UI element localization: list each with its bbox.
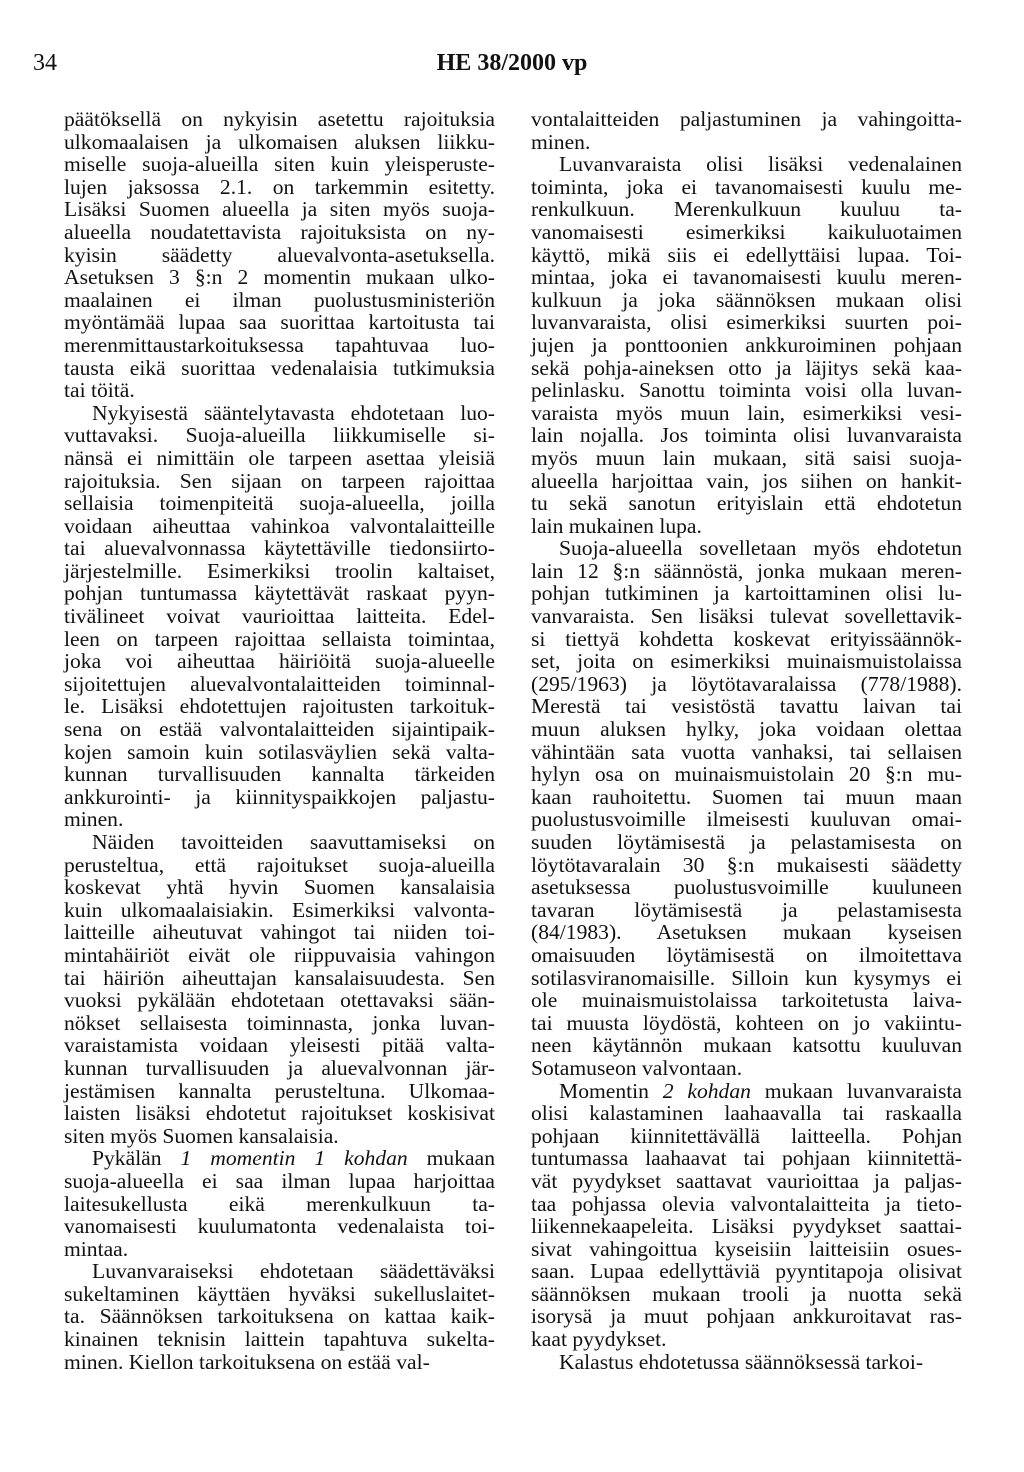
text-line: ankkurointi- ja kiinnityspaikkojen paljastu- [64,784,495,809]
text-line: Lisäksi Suomen alueella ja siten myös suoja- [64,197,495,222]
text-line: Asetuksen 3 §:n 2 momentin mukaan ulko- [64,265,495,290]
text-line: puolustusvoimille ilmeisesti kuuluvan omai- [531,807,962,832]
text-line: (295/1963) ja löytötavaralaissa (778/1988). [531,671,962,696]
text-line: kuin ulkomaalaisiakin. Esimerkiksi valvonta- [64,897,495,922]
text-line: pohjan tutkiminen ja kartoittaminen olisi lu- [531,581,962,606]
text-line: rajoituksia. Sen sijaan on tarpeen rajoittaa [64,468,495,493]
text-line: sena on estää valvontalaitteiden sijaintipaik- [64,717,495,742]
text-line: si tiettyä kohdetta koskevat erityissäännök- [531,626,962,651]
text-line: lain 12 §:n säännöstä, jonka mukaan meren- [531,558,962,583]
paragraph [531,1080,962,1351]
text-line: vät pyydykset saattavat vaurioittaa ja paljas- [531,1168,962,1193]
text-line: laitesukellusta eikä merenkulkuun ta- [64,1191,495,1216]
text-line: sijoitettujen aluevalvontalaitteiden toiminnal- [64,671,495,696]
text-line: leen on tarpeen rajoittaa sellaista toimintaa, [64,626,495,651]
text-line: minen. [64,807,124,832]
text-line: merenmittaustarkoituksessa tapahtuvaa luo- [64,332,495,357]
text-line: liikennekaapeleita. Lisäksi pyydykset saattai- [531,1214,962,1239]
text-line: laitteille aiheutuvat vahingot tai niiden toi- [64,920,495,945]
text-line: sivat vahingoittua kyseisiin laitteisiin osues- [531,1236,962,1261]
text-line: vanomaisesti esimerkiksi kaikuluotaimen [531,219,962,244]
right-column [531,108,962,1373]
text-line: tai häiriön aiheuttajan kansalaisuudesta. Sen [64,965,495,990]
text-line: kyisin säädetty aluevalvonta-asetuksella. [64,242,495,267]
text-line: tai aluevalvonnassa käytettäville tiedonsiirto- [64,536,495,561]
text-line: varaista myös muun lain, esimerkiksi vesi- [531,400,962,425]
text-line: olisi kalastaminen laahaavalla tai raskaalla [531,1101,962,1126]
text-line: maalainen ei ilman puolustusministeriön [64,287,495,312]
text-line: tivälineet voivat vaurioittaa laitteita. Edel- [64,604,495,629]
text-line: myöntämää lupaa saa suorittaa kartoitusta tai [64,310,495,335]
text-line: kunnan turvallisuuden ja aluevalvonnan jär- [64,1055,495,1080]
text-line: alueella noudatettavista rajoituksista on ny- [64,219,495,244]
text-line: saan. Lupaa edellyttäviä pyyntitapoja olisivat [531,1259,962,1284]
text-line: Kalastus ehdotetussa säännöksessä tarkoi- [559,1349,924,1374]
text-line: nänsä ei nimittäin ole tarpeen asettaa yleisiä [64,445,495,470]
text-line: hylyn osa on muinaismuistolain 20 §:n mu- [531,762,962,787]
text-line: omaisuuden löytämisestä on ilmoitettava [531,942,962,967]
text-line: minen. [531,129,591,154]
text-line: lain mukainen lupa. [531,513,702,538]
paragraph [64,1147,495,1260]
text-line: taa pohjassa olevia valvontalaitteita ja tieto- [531,1191,962,1216]
text-line: kaat pyydykset. [531,1327,667,1352]
text-line: kinainen teknisin laittein tapahtuva sukelta- [64,1327,495,1352]
text-line: sekä pohja-aineksen otto ja läjitys sekä kaa- [531,355,962,380]
text-line: Luvanvaraiseksi ehdotetaan säädettäväksi [92,1259,495,1284]
text-line: minen. Kiellon tarkoituksena on estää val- [64,1349,430,1374]
text-line: vuoksi pykälään ehdotetaan otettavaksi sään- [64,988,495,1013]
text-line: tai muusta löydöstä, kohteen on jo vakiintu- [531,1010,962,1035]
text-line: tai töitä. [64,378,135,403]
text-line: lujen jaksossa 2.1. on tarkemmin esitetty. [64,174,495,199]
document-id: HE 38/2000 vp [436,50,588,76]
text-line: tuntumassa laahaavat tai pohjaan kiinnitettä- [531,1146,962,1171]
text-line: Pykälän 1 momentin 1 kohdan mukaan [92,1146,495,1171]
text-line: vuttavaksi. Suoja-alueilla liikkumiselle si- [64,423,495,448]
text-line: Sotamuseon valvontaan. [531,1055,743,1080]
text-line: lain nojalla. Jos toiminta olisi luvanvaraista [531,423,962,448]
text-line: Nykyisestä sääntelytavasta ehdotetaan luo- [92,400,495,425]
text-line: mintahäiriöt eivät ole riippuvaisia vahingon [64,942,495,967]
text-line: päätöksellä on nykyisin asetettu rajoituksia [64,107,495,131]
text-line: kaan rauhoitettu. Suomen tai muun maan [531,784,962,809]
text-line: suoja-alueella ei saa ilman lupaa harjoittaa [64,1168,495,1193]
paragraph [64,108,495,402]
text-line: koskevat yhtä hyvin Suomen kansalaisia [64,875,495,900]
text-line: Luvanvaraista olisi lisäksi vedenalainen [559,152,962,177]
text-line: järjestelmille. Esimerkiksi troolin kaltaiset, [64,558,495,583]
text-line: muun aluksen hylky, joka voidaan olettaa [531,717,962,742]
text-line: löytötavaralain 30 §:n mukaisesti säädetty [531,852,962,877]
text-line: mintaa. [64,1236,129,1261]
text-line: kojen samoin kuin sotilasväylien sekä valta- [64,739,495,764]
text-line: neen käytännön mukaan katsottu kuuluvan [531,1033,962,1058]
paragraph [531,537,962,1079]
text-line: le. Lisäksi ehdotettujen rajoitusten tarkoituk- [64,694,495,719]
text-line: voidaan aiheuttaa vahinkoa valvontalaitteille [64,513,495,538]
text-line: Momentin 2 kohdan mukaan luvanvaraista [559,1078,962,1103]
text-line: Merestä tai vesistöstä tavattu laivan tai [531,694,962,719]
text-line: vontalaitteiden paljastuminen ja vahingoitta- [531,107,962,131]
text-line: tavaran löytämisestä ja pelastamisesta [531,897,962,922]
text-line: tu sekä sanotun erityislain että ehdotetun [531,491,962,516]
text-line: pelinlasku. Sanottu toiminta voisi olla luvan- [531,378,962,403]
text-line: laisten lisäksi ehdotetut rajoitukset koskisivat [64,1101,495,1126]
text-line: vanomaisesti kuulumatonta vedenalaista toi- [64,1214,495,1239]
text-line: (84/1983). Asetuksen mukaan kyseisen [531,920,962,945]
text-line: kulkuun ja joka säännöksen mukaan olisi [531,287,962,312]
text-line: luvanvaraista, olisi esimerkiksi suurten poi- [531,310,962,335]
text-line: set, joita on esimerkiksi muinaismuistolaissa [531,649,962,674]
text-line: Suoja-alueella sovelletaan myös ehdotetun [559,536,962,561]
text-line: kunnan turvallisuuden kannalta tärkeiden [64,762,495,787]
page-number: 34 [33,50,57,76]
text-line: vanvaraista. Sen lisäksi tulevat sovellettavik- [531,604,962,629]
text-line: nökset sellaisesta toiminnasta, jonka luvan- [64,1010,495,1035]
text-line: renkulkuun. Merenkulkuun kuuluu ta- [531,197,962,222]
text-line: sotilasviranomaisille. Silloin kun kysymys ei [531,965,962,990]
text-line: toiminta, joka ei tavanomaisesti kuulu me- [531,174,962,199]
text-line: ulkomaalaisen ja ulkomaisen aluksen liikku- [64,129,495,154]
text-line: mintaa, joka ei tavanomaisesti kuulu meren- [531,265,962,290]
text-line: jujen ja ponttoonien ankkuroiminen pohjaan [531,332,962,357]
text-line: Näiden tavoitteiden saavuttamiseksi on [92,830,495,854]
text-line: sukeltaminen käyttäen hyväksi sukelluslaitet- [64,1281,495,1306]
paragraph [531,108,962,153]
paragraph [64,1260,495,1373]
text-line: alueella harjoittaa vain, jos siihen on hankit- [531,468,962,493]
text-line: pohjan tuntumassa käytettävät raskaat pyyn- [64,581,495,606]
text-line: joka voi aiheuttaa häiriöitä suoja-alueelle [64,649,495,674]
text-line: jestämisen kannalta perusteltuna. Ulkomaa- [64,1078,495,1103]
text-line: perusteltua, että rajoitukset suoja-alueilla [64,852,495,877]
text-line: ole muinaismuistolaissa tarkoitetusta laiva- [531,988,962,1013]
text-line: suuden löytämisestä ja pelastamisesta on [531,830,962,854]
text-line: miselle suoja-alueilla siten kuin yleisperuste- [64,152,495,177]
paragraph [531,153,962,537]
text-line: asetuksessa puolustusvoimille kuuluneen [531,875,962,900]
left-column [64,108,495,1373]
paragraph [64,831,495,1147]
text-line: säännöksen mukaan trooli ja nuotta sekä [531,1281,962,1306]
text-line: käyttö, mikä siis ei edellyttäisi lupaa. Toi- [531,242,962,267]
text-line: vähintään sata vuotta vanhaksi, tai sellaisen [531,739,962,764]
paragraph [64,402,495,831]
text-line: isorysä ja muut pohjaan ankkuroitavat ras- [531,1304,962,1329]
text-line: ta. Säännöksen tarkoituksena on kattaa kaik- [64,1304,495,1329]
text-line: siten myös Suomen kansalaisia. [64,1123,339,1148]
paragraph [531,1351,962,1374]
text-line: myös muun lain mukaan, sitä saisi suoja- [531,445,962,470]
text-line: sellaisia toimenpiteitä suoja-alueella, joilla [64,491,495,516]
text-line: tausta eikä suorittaa vedenalaisia tutkimuksia [64,355,495,380]
text-line: pohjaan kiinnitettävällä laitteella. Pohjan [531,1123,962,1148]
text-line: varaistamista voidaan yleisesti pitää valta- [64,1033,495,1058]
